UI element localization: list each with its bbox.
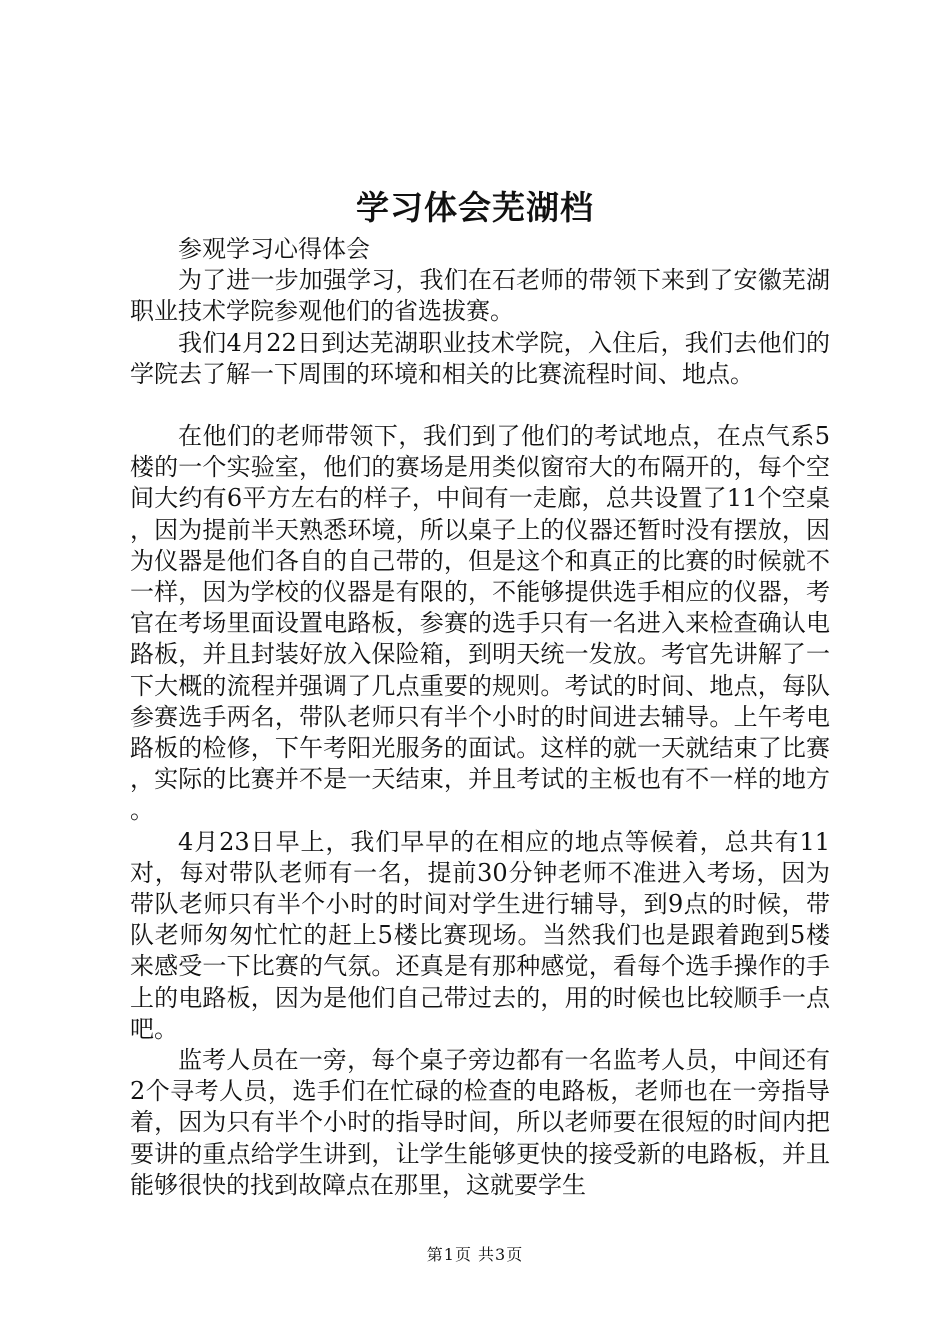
paragraph-subtitle: 参观学习心得体会 <box>178 235 370 263</box>
paragraph-proctors: 监考人员在一旁，每个桌子旁边都有一名监考人员，中间还有2个寻考人员，选手们在忙碌的检查的电路板，老师也在一旁指导着，因为只有半个小时的指导时间，所以老师要在很短的时间内把要讲的重点给学生讲到，让学生能够更快的接受新的电路板，并且能够很快的找到故障点在那里，这就要学生 <box>130 1046 830 1199</box>
paragraph-arrival: 我们4月22日到达芜湖职业技术学院，入住后，我们去他们的学院去了解一下周围的环境和相关的比赛流程时间、地点。 <box>130 328 830 388</box>
page-number-footer: 第1页 共3页 <box>426 1245 524 1264</box>
paragraph-intro: 为了进一步加强学习，我们在石老师的带领下来到了安徽芜湖职业技术学院参观他们的省选拔赛。 <box>130 266 830 326</box>
paragraph-venue: 在他们的老师带领下，我们到了他们的考试地点，在点气系5楼的一个实验室，他们的赛场是用类似窗帘大的布隔开的，每个空间大约有6平方左右的样子，中间有一走廊，总共设置了11个空桌，因为提前半天熟悉环境，所以桌子上的仪器还暂时没有摆放，因为仪器是他们各自的自己带的，但是这个和真正的比赛的时候就不一样，因为学校的仪器是有限的，不能够提供选手相应的仪器，考官在考场里面设置电路板，参赛的选手只有一名进入来检查确认电路板，并且封装好放入保险箱，到明天统一发放。考官先讲解了一下大概的流程并强调了几点重要的规则。考试的时间、地点，每队参赛选手两名，带队老师只有半个小时的时间进去辅导。上午考电路板的检修，下午考阳光服务的面试。这样的就一天就结束了比赛，实际的比赛并不是一天结束，并且考试的主板也有不一样的地方。 <box>130 422 830 825</box>
document-title: 学习体会芜湖档 <box>356 188 594 227</box>
document-body <box>130 234 830 1201</box>
paragraph-competition-day: 4月23日早上，我们早早的在相应的地点等候着，总共有11对，每对带队老师有一名，提前30分钟老师不准进入考场，因为带队老师只有半个小时的时间对学生进行辅导，到9点的时候，带队老师匆匆忙忙的赶上5楼比赛现场。当然我们也是跟着跑到5楼来感受一下比赛的气氛。还真是有那种感觉，看每个选手操作的手上的电路板，因为是他们自己带过去的，用的时候也比较顺手一点吧。 <box>130 827 830 1043</box>
